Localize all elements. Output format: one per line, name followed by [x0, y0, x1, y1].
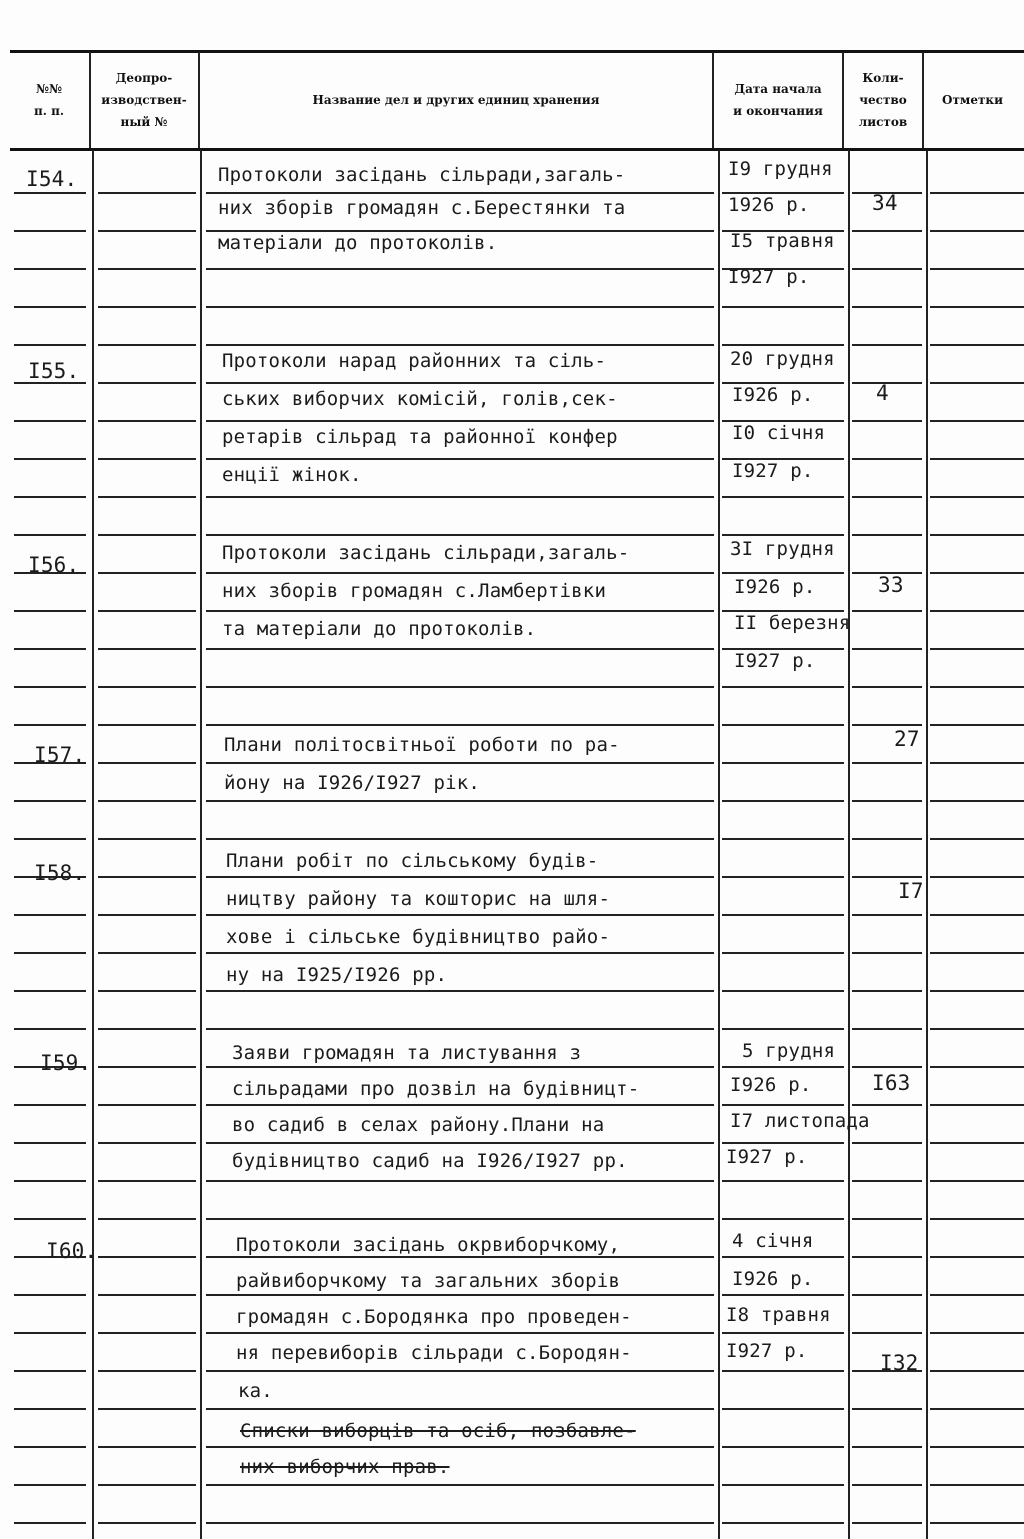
- entry-number: I57.: [34, 743, 86, 767]
- ruled-line: [852, 838, 922, 840]
- ruled-line: [98, 648, 196, 650]
- entry-date-line: I8 травня: [726, 1304, 831, 1326]
- ruled-line: [98, 496, 196, 498]
- ruled-line: [852, 800, 922, 802]
- entry-sheet-count: I32: [880, 1351, 919, 1375]
- ruled-line: [14, 1408, 86, 1410]
- ruled-line: [930, 1218, 1024, 1220]
- entry-title-line: ських виборчих комісій, голів,сек-: [222, 388, 618, 410]
- entry-number: I55.: [28, 359, 80, 383]
- column-divider-5: [926, 150, 928, 1539]
- header-sheets-line-2: чество: [859, 93, 907, 107]
- entry-number: I56.: [28, 553, 80, 577]
- entry-title-line: енції жінок.: [222, 464, 362, 486]
- entry-date-line: I9 грудня: [728, 158, 833, 180]
- ruled-line: [98, 1028, 196, 1030]
- ruled-line: [852, 306, 922, 308]
- header-number-line-1: №№: [35, 82, 63, 96]
- ruled-line: [930, 458, 1024, 460]
- ruled-line: [722, 686, 844, 688]
- header-divider-5: [922, 52, 924, 148]
- entry-title-line: Плани політосвітньої роботи по ра-: [224, 734, 620, 756]
- ruled-line: [722, 1028, 844, 1030]
- entry-sheet-count: I7: [898, 879, 924, 903]
- ruled-line: [98, 230, 196, 232]
- ruled-line: [98, 572, 196, 574]
- ruled-line: [930, 800, 1024, 802]
- ruled-line: [98, 534, 196, 536]
- ruled-line: [722, 838, 844, 840]
- entry-date-line: I5 травня: [730, 230, 835, 252]
- ruled-line: [14, 344, 86, 346]
- ruled-line: [206, 838, 714, 840]
- entry-title-line: Протоколи засідань сільради,загаль-: [222, 542, 630, 564]
- ruled-line: [930, 1066, 1024, 1068]
- ruled-line: [98, 1332, 196, 1334]
- entry-title-line: громадян с.Бородянка про проведен-: [236, 1306, 632, 1328]
- ruled-line: [14, 610, 86, 612]
- ruled-line: [852, 1256, 922, 1258]
- ruled-line: [930, 1408, 1024, 1410]
- ruled-line: [98, 1370, 196, 1372]
- entry-date-line: I927 р.: [726, 1146, 808, 1168]
- entry-title-line: матеріали до протоколів.: [218, 232, 498, 254]
- ruled-line: [852, 496, 922, 498]
- ruled-line: [930, 192, 1024, 194]
- ruled-line: [722, 952, 844, 954]
- ruled-line: [206, 686, 714, 688]
- ruled-line: [14, 990, 86, 992]
- ruled-line: [852, 1408, 922, 1410]
- ruled-line: [852, 686, 922, 688]
- header-sheets-line-3: листов: [858, 115, 908, 129]
- ruled-line: [930, 1256, 1024, 1258]
- header-top-rule: [10, 50, 1024, 53]
- ruled-line: [98, 952, 196, 954]
- ruled-line: [98, 1522, 196, 1524]
- ruled-line: [14, 1484, 86, 1486]
- entry-date-line: I926 р.: [734, 576, 816, 598]
- ruled-line: [930, 876, 1024, 878]
- ruled-line: [98, 762, 196, 764]
- ruled-line: [930, 648, 1024, 650]
- ruled-line: [930, 1180, 1024, 1182]
- ruled-line: [98, 990, 196, 992]
- entry-date-line: I0 січня: [732, 422, 826, 444]
- ruled-line: [206, 1408, 714, 1410]
- ruled-line: [14, 686, 86, 688]
- ruled-line: [852, 1180, 922, 1182]
- ruled-line: [98, 1218, 196, 1220]
- ruled-line: [98, 800, 196, 802]
- header-dates-line-2: и окончания: [733, 104, 823, 118]
- header-title-column: [201, 54, 711, 146]
- entry-date-line: 20 грудня: [730, 348, 835, 370]
- header-divider-1: [89, 52, 91, 148]
- entry-number: I60.: [46, 1239, 98, 1263]
- ruled-line: [852, 230, 922, 232]
- ruled-line: [98, 838, 196, 840]
- header-title-label: Название дел и других единиц хранения: [312, 93, 600, 107]
- entry-title-line: хове і сільське будівництво райо-: [226, 926, 611, 948]
- entry-title-line: Протоколи засідань окрвиборчкому,: [236, 1234, 621, 1256]
- entry-number: I54.: [26, 167, 78, 191]
- entry-title-line: них зборів громадян с.Ламбертівки: [222, 580, 607, 602]
- entry-date-line: I926 р.: [730, 1074, 812, 1096]
- entry-title-line: ня перевиборів сільради с.Бородян-: [236, 1342, 632, 1364]
- column-divider-1: [92, 150, 94, 1539]
- entry-date-line: I927 р.: [728, 266, 810, 288]
- ruled-line: [14, 648, 86, 650]
- header-dates-line-1: Дата начала: [734, 82, 822, 96]
- header-bottom-rule: [10, 148, 1024, 151]
- entry-sheet-count: 34: [872, 191, 898, 215]
- entry-title-line: та матеріали до протоколів.: [222, 618, 537, 640]
- entry-title-line: ництву району та кошторис на шля-: [226, 888, 611, 910]
- ruled-line: [14, 838, 86, 840]
- ruled-line: [206, 1180, 714, 1182]
- ruled-line: [930, 686, 1024, 688]
- entry-title-line: сільрадами про дозвіл на будівницт-: [232, 1078, 640, 1100]
- ruled-line: [930, 344, 1024, 346]
- ruled-line: [852, 1294, 922, 1296]
- ruled-line: [852, 1522, 922, 1524]
- ruled-line: [14, 1142, 86, 1144]
- ruled-line: [722, 1484, 844, 1486]
- entry-date-line: 5 грудня: [742, 1040, 836, 1062]
- ruled-line: [852, 1332, 922, 1334]
- entry-title-line: Протоколи нарад районних та сіль-: [222, 350, 607, 372]
- ruled-line: [930, 724, 1024, 726]
- ruled-line: [98, 1104, 196, 1106]
- ruled-line: [206, 648, 714, 650]
- ruled-line: [14, 534, 86, 536]
- ruled-line: [14, 1446, 86, 1448]
- ruled-line: [722, 1218, 844, 1220]
- entry-sheet-count: 4: [876, 381, 889, 405]
- ruled-line: [722, 914, 844, 916]
- ruled-line: [852, 420, 922, 422]
- entry-title-line: ка.: [238, 1380, 273, 1402]
- ruled-line: [98, 268, 196, 270]
- ruled-line: [930, 1104, 1024, 1106]
- ruled-line: [930, 382, 1024, 384]
- entry-number: I58.: [34, 861, 86, 885]
- entry-struck-line: Списки виборців та осіб, позбавле-: [240, 1420, 636, 1442]
- header-sheets-line-1: Коли-: [862, 71, 904, 85]
- ruled-line: [722, 1446, 844, 1448]
- entry-title-line: йону на I926/I927 рік.: [224, 772, 481, 794]
- ruled-line: [14, 496, 86, 498]
- ruled-line: [722, 990, 844, 992]
- entry-date-line: II березня: [734, 612, 851, 634]
- ruled-line: [98, 420, 196, 422]
- ruled-line: [722, 1408, 844, 1410]
- ruled-line: [722, 306, 844, 308]
- ruled-line: [14, 458, 86, 460]
- ruled-line: [98, 1066, 196, 1068]
- header-notes-column: [925, 54, 1020, 146]
- header-divider-4: [842, 52, 844, 148]
- ruled-line: [930, 1484, 1024, 1486]
- ruled-line: [930, 1142, 1024, 1144]
- entry-sheet-count: 27: [894, 727, 920, 751]
- column-divider-4: [848, 150, 850, 1539]
- ruled-line: [930, 914, 1024, 916]
- entry-title-line: ретарів сільрад та районної конфер: [222, 426, 618, 448]
- entry-struck-line: них виборчих прав.: [240, 1456, 450, 1478]
- ruled-line: [14, 800, 86, 802]
- entry-date-line: I927 р.: [734, 650, 816, 672]
- ruled-line: [722, 800, 844, 802]
- entry-date-line: I926 р.: [732, 384, 814, 406]
- header-number-column: [10, 54, 88, 146]
- ruled-line: [206, 1522, 714, 1524]
- ruled-line: [98, 1256, 196, 1258]
- ruled-line: [14, 268, 86, 270]
- ruled-line: [14, 1332, 86, 1334]
- ruled-line: [206, 306, 714, 308]
- header-divider-3: [712, 52, 714, 148]
- ruled-line: [930, 230, 1024, 232]
- ruled-line: [98, 306, 196, 308]
- entry-sheet-count: I63: [872, 1071, 911, 1095]
- entry-title-line: будівництво садиб на I926/I927 рр.: [232, 1150, 628, 1172]
- ruled-line: [98, 192, 196, 194]
- ruled-line: [98, 344, 196, 346]
- ruled-line: [930, 534, 1024, 536]
- ruled-line: [930, 268, 1024, 270]
- ruled-line: [852, 914, 922, 916]
- ruled-line: [98, 1180, 196, 1182]
- ruled-line: [722, 1522, 844, 1524]
- ruled-line: [98, 1446, 196, 1448]
- entry-date-line: I7 листопада: [730, 1110, 870, 1132]
- ruled-line: [14, 1522, 86, 1524]
- ruled-line: [98, 914, 196, 916]
- ruled-line: [722, 1180, 844, 1182]
- ruled-line: [206, 1028, 714, 1030]
- ruled-line: [206, 496, 714, 498]
- ruled-line: [14, 1028, 86, 1030]
- ruled-line: [98, 382, 196, 384]
- ruled-line: [98, 724, 196, 726]
- ruled-line: [98, 1294, 196, 1296]
- ruled-line: [930, 762, 1024, 764]
- ruled-line: [98, 876, 196, 878]
- ruled-line: [852, 534, 922, 536]
- ruled-line: [14, 724, 86, 726]
- header-office-number-column: [92, 54, 196, 146]
- ruled-line: [930, 1370, 1024, 1372]
- header-divider-2: [198, 52, 200, 148]
- ruled-line: [852, 1446, 922, 1448]
- header-sheets-column: [845, 54, 921, 146]
- ruled-line: [14, 1180, 86, 1182]
- ruled-line: [852, 1484, 922, 1486]
- entry-number: I59.: [40, 1051, 92, 1075]
- ruled-line: [98, 686, 196, 688]
- header-dates-column: [715, 54, 841, 146]
- ruled-line: [14, 1294, 86, 1296]
- header-office-line-1: Деопро-: [115, 71, 173, 85]
- ruled-line: [14, 952, 86, 954]
- ruled-line: [930, 1446, 1024, 1448]
- entry-title-line: Плани робіт по сільському будів-: [226, 850, 599, 872]
- ruled-line: [930, 306, 1024, 308]
- entry-title-line: Протоколи засідань сільради,загаль-: [218, 164, 626, 186]
- ruled-line: [852, 990, 922, 992]
- ruled-line: [14, 1218, 86, 1220]
- ruled-line: [14, 1370, 86, 1372]
- header-number-line-2: п. п.: [33, 104, 65, 118]
- ruled-line: [930, 990, 1024, 992]
- entry-sheet-count: 33: [878, 573, 904, 597]
- ruled-line: [98, 1408, 196, 1410]
- ruled-line: [722, 1370, 844, 1372]
- ruled-line: [930, 610, 1024, 612]
- entry-date-line: 1926 р.: [728, 194, 810, 216]
- ruled-line: [98, 610, 196, 612]
- ruled-line: [14, 914, 86, 916]
- ruled-line: [206, 1218, 714, 1220]
- header-office-line-2: изводствен-: [101, 93, 187, 107]
- ruled-line: [722, 496, 844, 498]
- entry-date-line: 4 січня: [732, 1230, 814, 1252]
- ruled-line: [14, 420, 86, 422]
- ruled-line: [930, 1294, 1024, 1296]
- ruled-line: [852, 1142, 922, 1144]
- header-notes-label: Отметки: [942, 93, 1003, 107]
- ruled-line: [852, 1218, 922, 1220]
- ruled-line: [722, 724, 844, 726]
- ruled-line: [930, 1028, 1024, 1030]
- ruled-line: [722, 876, 844, 878]
- entry-title-line: во садиб в селах району.Плани на: [232, 1114, 605, 1136]
- ruled-line: [930, 838, 1024, 840]
- ruled-line: [206, 268, 714, 270]
- ruled-line: [98, 458, 196, 460]
- ruled-line: [98, 1484, 196, 1486]
- ruled-line: [98, 1142, 196, 1144]
- ruled-line: [930, 420, 1024, 422]
- ruled-line: [930, 952, 1024, 954]
- ruled-line: [930, 1332, 1024, 1334]
- column-divider-3: [718, 150, 720, 1539]
- ruled-line: [930, 496, 1024, 498]
- entry-date-line: I927 р.: [726, 1340, 808, 1362]
- ruled-line: [852, 952, 922, 954]
- ruled-line: [852, 610, 922, 612]
- ruled-line: [14, 306, 86, 308]
- entry-title-line: райвиборчкому та загальних зборів: [236, 1270, 621, 1292]
- ruled-line: [930, 572, 1024, 574]
- ruled-line: [852, 1028, 922, 1030]
- ruled-line: [852, 268, 922, 270]
- entry-title-line: Заяви громадян та листування з: [232, 1042, 582, 1064]
- ruled-line: [852, 458, 922, 460]
- entry-date-line: I926 р.: [732, 1268, 814, 1290]
- entry-date-line: 3I грудня: [730, 538, 835, 560]
- ruled-line: [722, 762, 844, 764]
- header-office-line-3: ный №: [120, 115, 168, 129]
- entry-title-line: них зборів громадян с.Берестянки та: [218, 197, 626, 219]
- ruled-line: [14, 1104, 86, 1106]
- ruled-line: [852, 648, 922, 650]
- column-divider-2: [200, 150, 202, 1539]
- entry-date-line: I927 р.: [732, 460, 814, 482]
- ruled-line: [852, 344, 922, 346]
- entry-title-line: ну на I925/I926 рр.: [226, 964, 448, 986]
- ruled-line: [930, 1522, 1024, 1524]
- ruled-line: [852, 762, 922, 764]
- ruled-line: [14, 230, 86, 232]
